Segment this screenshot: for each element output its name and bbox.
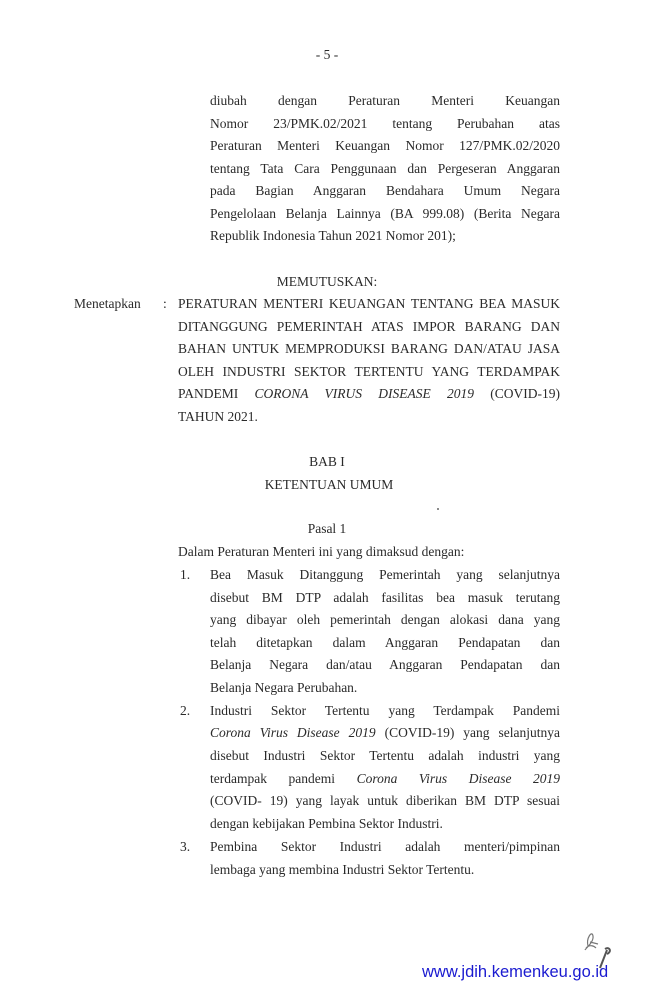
scan-speck	[437, 508, 439, 510]
article-heading: Pasal 1	[307, 521, 347, 536]
text-line: OLEH INDUSTRI SEKTOR TERTENTU YANG TERDAMPAK	[178, 364, 560, 379]
item-number: 3.	[180, 839, 191, 854]
text-line: diubah dengan Peraturan Menteri Keuangan	[210, 93, 560, 108]
text-line	[178, 383, 560, 405]
text-line: DITANGGUNG PEMERINTAH ATAS IMPOR BARANG DAN	[178, 319, 560, 334]
text-line	[210, 722, 560, 744]
text-line: disebut Industri Sektor Tertentu adalah industri yang	[210, 748, 560, 763]
text-segment: PANDEMI	[178, 386, 255, 401]
italic-segment: Corona Virus Disease 2019	[356, 771, 560, 786]
text-line: Nomor 23/PMK.02/2021 tentang Perubahan atas	[210, 116, 560, 131]
text-line: telah ditetapkan dalam Anggaran Pendapatan dan	[210, 635, 560, 650]
text-line: Republik Indonesia Tahun 2021 Nomor 201);	[210, 228, 456, 243]
menetapkan-label: Menetapkan	[74, 296, 141, 311]
text-line: BAHAN UNTUK MEMPRODUKSI BARANG DAN/ATAU JASA	[178, 341, 560, 356]
text-line: yang dibayar oleh pemerintah dengan alokasi dana yang	[210, 612, 560, 627]
text-line: Pembina Sektor Industri adalah menteri/pimpinan	[210, 839, 560, 854]
italic-segment: Corona Virus Disease 2019	[210, 725, 376, 740]
decision-heading: MEMUTUSKAN:	[276, 274, 378, 289]
text-line: disebut BM DTP adalah fasilitas bea masuk terutang	[210, 590, 560, 605]
text-line: PERATURAN MENTERI KEUANGAN TENTANG BEA MASUK	[178, 296, 560, 311]
text-line: Bea Masuk Ditanggung Pemerintah yang selanjutnya	[210, 567, 560, 582]
text-line: tentang Tata Cara Penggunaan dan Pergeseran Anggaran	[210, 161, 560, 176]
text-line: TAHUN 2021.	[178, 409, 258, 424]
text-line: Industri Sektor Tertentu yang Terdampak Pandemi	[210, 703, 560, 718]
text-line: Belanja Negara dan/atau Anggaran Pendapatan dan	[210, 657, 560, 672]
text-line: (COVID- 19) yang layak untuk diberikan BM DTP sesuai	[210, 793, 560, 808]
item-number: 1.	[180, 567, 191, 582]
footer-website-link[interactable]: www.jdih.kemenkeu.go.id	[422, 963, 609, 981]
text-line: dengan kebijakan Pembina Sektor Industri.	[210, 816, 443, 831]
italic-segment: CORONA VIRUS DISEASE 2019	[254, 386, 474, 401]
text-line: lembaga yang membina Industri Sektor Tertentu.	[210, 862, 475, 877]
page-number: - 5 -	[315, 47, 339, 62]
text-segment: (COVID-19) yang selanjutnya	[375, 725, 560, 740]
text-line: Pengelolaan Belanja Lainnya (BA 999.08) (Berita Negara	[210, 206, 560, 221]
chapter-number: BAB I	[309, 454, 345, 469]
text-segment: (COVID-19)	[474, 386, 560, 401]
intro-text: Dalam Peraturan Menteri ini yang dimaksud dengan:	[178, 544, 465, 559]
colon: :	[163, 296, 167, 311]
text-segment: terdampak pandemi	[210, 771, 357, 786]
text-line	[210, 768, 560, 790]
chapter-title: KETENTUAN UMUM	[264, 477, 394, 492]
item-number: 2.	[180, 703, 191, 718]
text-line: Belanja Negara Perubahan.	[210, 680, 358, 695]
text-line: pada Bagian Anggaran Bendahara Umum Negara	[210, 183, 560, 198]
text-line: Peraturan Menteri Keuangan Nomor 127/PMK.02/2020	[210, 138, 560, 153]
